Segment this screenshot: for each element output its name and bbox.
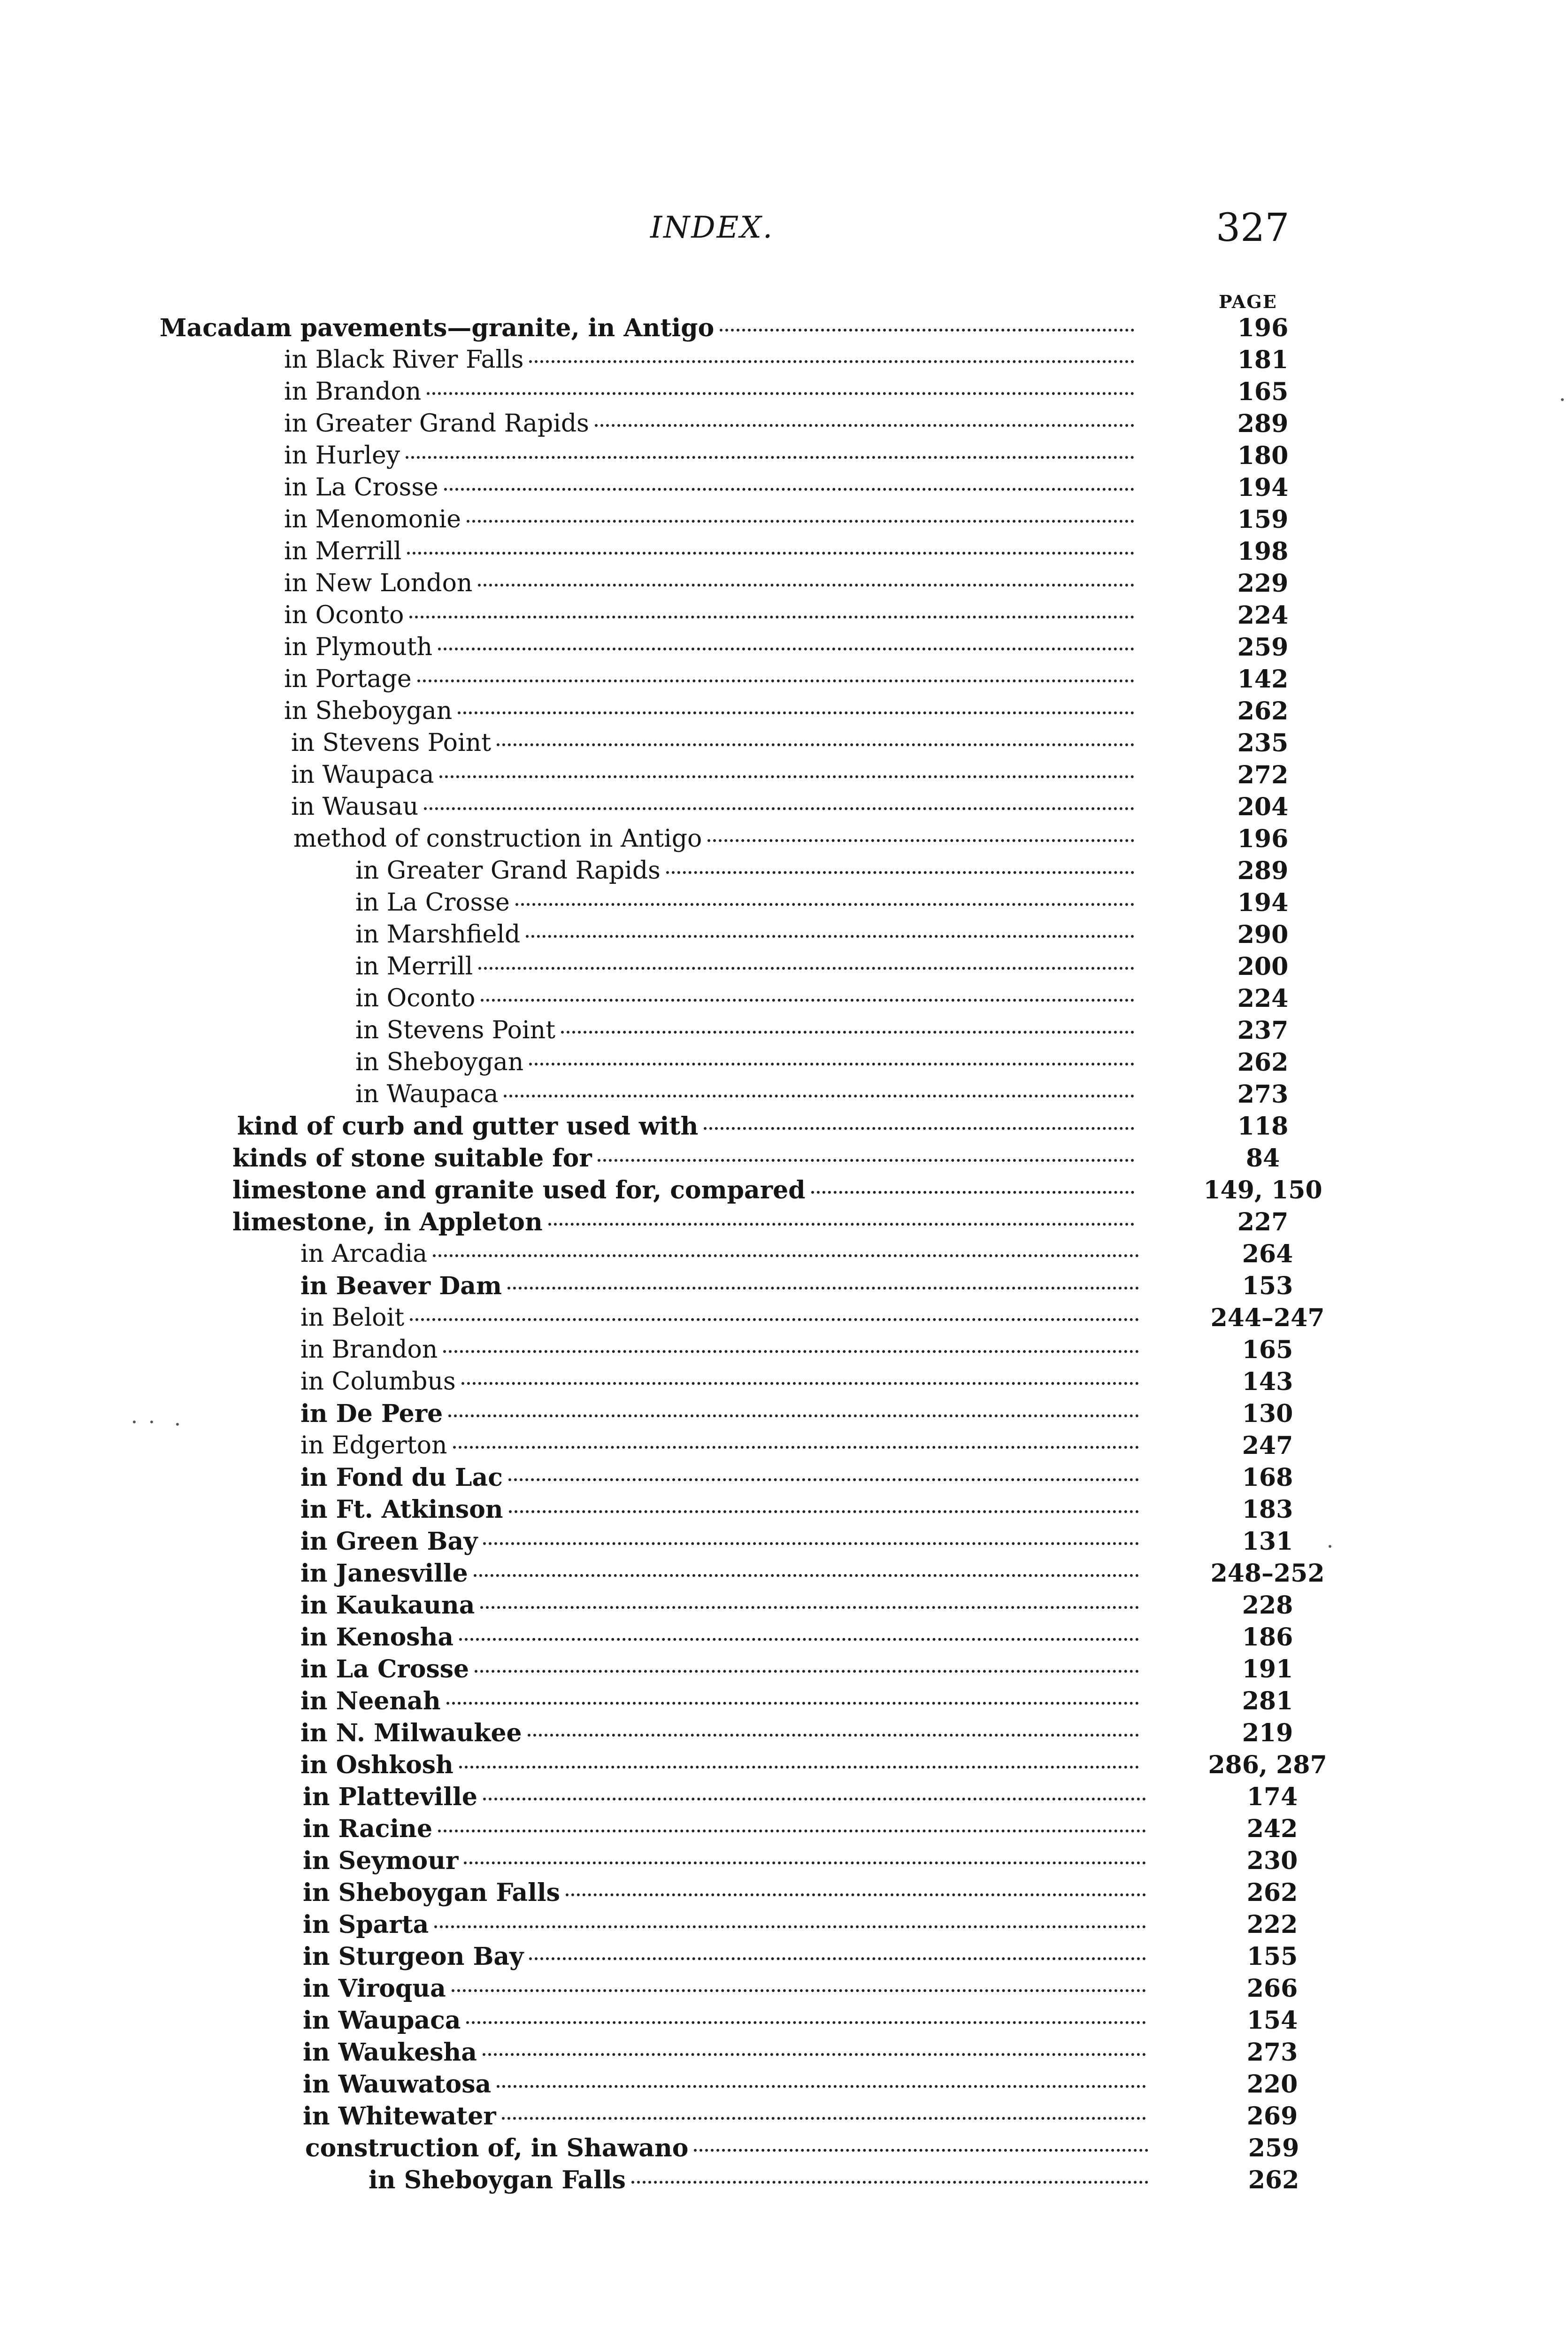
dot-leader bbox=[561, 1031, 1134, 1034]
entry-pages: 143 bbox=[1242, 1367, 1293, 1396]
entry-pages: 286, 287 bbox=[1208, 1751, 1327, 1779]
entry-term: kind of curb and gutter used with bbox=[237, 1112, 699, 1141]
entry-term: in Merrill bbox=[355, 952, 473, 981]
entry-pages: 118 bbox=[1237, 1112, 1289, 1141]
entry-pages: 131 bbox=[1242, 1527, 1293, 1556]
index-entry bbox=[232, 1176, 1322, 1207]
entry-term: in Platteville bbox=[303, 1783, 477, 1811]
dot-leader bbox=[461, 1382, 1139, 1385]
entry-term: in Janesville bbox=[300, 1559, 468, 1588]
dot-leader bbox=[446, 1702, 1139, 1705]
index-entry bbox=[284, 601, 1289, 633]
entry-term: in Sturgeon Bay bbox=[303, 1942, 524, 1971]
index-entry bbox=[284, 378, 1289, 409]
index-entry bbox=[303, 1846, 1298, 1878]
entry-pages: 273 bbox=[1246, 2038, 1298, 2067]
dot-leader bbox=[529, 360, 1134, 363]
entry-term: in Greater Grand Rapids bbox=[284, 409, 589, 438]
dot-leader bbox=[595, 424, 1134, 427]
entry-pages: 165 bbox=[1242, 1336, 1293, 1364]
dot-leader bbox=[458, 711, 1134, 714]
entry-pages: 273 bbox=[1237, 1080, 1289, 1109]
dot-leader bbox=[410, 1318, 1139, 1321]
index-entry bbox=[300, 1463, 1293, 1495]
entry-pages: 262 bbox=[1237, 697, 1289, 726]
index-entry bbox=[284, 633, 1289, 664]
stray-mark bbox=[176, 1423, 179, 1426]
entry-term: in Stevens Point bbox=[291, 729, 492, 757]
index-entry bbox=[293, 825, 1289, 856]
index-entry bbox=[305, 2134, 1299, 2165]
dot-leader bbox=[704, 1127, 1134, 1130]
dot-leader bbox=[483, 1798, 1146, 1800]
index-entry bbox=[300, 1240, 1293, 1271]
entry-pages: 229 bbox=[1237, 569, 1289, 598]
entry-pages: 272 bbox=[1237, 761, 1289, 789]
entry-term: in Merrill bbox=[284, 537, 402, 565]
index-entry bbox=[232, 1208, 1289, 1239]
entry-pages: 269 bbox=[1246, 2102, 1298, 2131]
entry-pages: 289 bbox=[1237, 409, 1289, 438]
index-entry bbox=[300, 1431, 1293, 1463]
index-entry bbox=[237, 1112, 1289, 1143]
dot-leader bbox=[459, 1766, 1139, 1769]
entry-term: limestone and granite used for, compared bbox=[232, 1176, 806, 1205]
index-entry bbox=[300, 1623, 1293, 1654]
index-entry bbox=[355, 1016, 1289, 1048]
index-entry bbox=[284, 409, 1289, 441]
entry-term: in Beloit bbox=[300, 1304, 405, 1332]
entry-pages: 224 bbox=[1237, 601, 1289, 630]
index-entry bbox=[291, 729, 1289, 760]
entry-pages: 224 bbox=[1237, 984, 1289, 1013]
entry-term: in Sheboygan bbox=[355, 1048, 524, 1076]
entry-term: in Seymour bbox=[303, 1846, 459, 1875]
index-entry bbox=[355, 952, 1289, 984]
entry-term: in Waupaca bbox=[303, 2006, 461, 2035]
entry-term: in Wausau bbox=[291, 793, 419, 821]
dot-leader bbox=[406, 456, 1134, 459]
entry-term: in Neenah bbox=[300, 1687, 441, 1715]
index-entry bbox=[284, 537, 1289, 569]
entry-pages: 159 bbox=[1237, 505, 1289, 534]
dot-leader bbox=[453, 1446, 1139, 1449]
entry-term: in Waukesha bbox=[303, 2038, 477, 2067]
entry-pages: 242 bbox=[1246, 1815, 1298, 1843]
index-entry bbox=[355, 920, 1289, 952]
entry-term: in Portage bbox=[284, 665, 412, 693]
page-column-label: PAGE bbox=[1219, 291, 1277, 312]
dot-leader bbox=[452, 1989, 1146, 1992]
dot-leader bbox=[417, 680, 1134, 682]
entry-pages: 248–252 bbox=[1210, 1559, 1325, 1588]
entry-pages: 290 bbox=[1237, 920, 1289, 949]
index-entry bbox=[284, 473, 1289, 505]
index-entry bbox=[300, 1591, 1293, 1622]
entry-term: in Sheboygan bbox=[284, 697, 453, 725]
index-entry bbox=[303, 2102, 1298, 2133]
entry-pages: 200 bbox=[1237, 952, 1289, 981]
dot-leader bbox=[480, 1606, 1139, 1609]
dot-leader bbox=[598, 1159, 1134, 1162]
index-entry bbox=[232, 1144, 1280, 1175]
dot-leader bbox=[434, 1925, 1146, 1928]
dot-leader bbox=[481, 999, 1134, 1002]
index-entry bbox=[300, 1367, 1293, 1399]
index-entry bbox=[303, 2038, 1298, 2070]
stray-mark bbox=[1561, 398, 1564, 401]
entry-pages: 259 bbox=[1248, 2134, 1299, 2163]
entry-pages: 262 bbox=[1248, 2166, 1299, 2194]
entry-term: in Sparta bbox=[303, 1910, 429, 1939]
index-entry bbox=[291, 793, 1289, 824]
entry-term: in Menomonie bbox=[284, 505, 461, 533]
dot-leader bbox=[666, 871, 1134, 874]
dot-leader bbox=[439, 775, 1134, 778]
entry-pages: 235 bbox=[1237, 729, 1289, 757]
index-entry bbox=[303, 2070, 1298, 2101]
entry-term: in Waupaca bbox=[355, 1080, 499, 1108]
entry-term: in De Pere bbox=[300, 1399, 443, 1428]
index-entry bbox=[300, 1495, 1293, 1527]
entry-pages: 230 bbox=[1246, 1846, 1298, 1875]
index-entry bbox=[369, 2166, 1299, 2197]
entry-term: construction of, in Shawano bbox=[305, 2134, 689, 2163]
entry-pages: 181 bbox=[1237, 346, 1289, 374]
entry-term: in Plymouth bbox=[284, 633, 433, 661]
entry-pages: 228 bbox=[1242, 1591, 1293, 1620]
index-entry bbox=[355, 984, 1289, 1016]
entry-term: in Oshkosh bbox=[300, 1751, 453, 1779]
entry-term: in Marshfield bbox=[355, 920, 521, 949]
dot-leader bbox=[508, 1478, 1139, 1481]
index-entry bbox=[284, 697, 1289, 728]
entry-pages: 204 bbox=[1237, 793, 1289, 821]
stray-mark bbox=[1329, 1545, 1331, 1548]
entry-pages: 262 bbox=[1237, 1048, 1289, 1077]
dot-leader bbox=[497, 743, 1134, 746]
entry-pages: 264 bbox=[1242, 1240, 1293, 1268]
dot-leader bbox=[515, 903, 1134, 906]
index-entry bbox=[300, 1687, 1293, 1718]
entry-term: in Oconto bbox=[284, 601, 404, 629]
dot-leader bbox=[529, 1957, 1146, 1960]
index-entry bbox=[303, 1974, 1298, 2006]
entry-term: in Greater Grand Rapids bbox=[355, 857, 661, 885]
entry-term: in Beaver Dam bbox=[300, 1272, 502, 1300]
index-entry bbox=[303, 1815, 1298, 1846]
dot-leader bbox=[502, 2117, 1146, 2120]
entry-term: in N. Milwaukee bbox=[300, 1719, 522, 1747]
index-entry bbox=[284, 505, 1289, 537]
entry-term: in Wauwatosa bbox=[303, 2070, 492, 2099]
entry-pages: 142 bbox=[1237, 665, 1289, 694]
entry-pages: 194 bbox=[1237, 888, 1289, 917]
entry-term: in Oconto bbox=[355, 984, 476, 1012]
dot-leader bbox=[407, 552, 1134, 555]
entry-term: in Stevens Point bbox=[355, 1016, 556, 1044]
dot-leader bbox=[448, 1414, 1139, 1417]
dot-leader bbox=[438, 648, 1134, 650]
entry-term: in Ft. Atkinson bbox=[300, 1495, 503, 1524]
dot-leader bbox=[631, 2181, 1148, 2184]
dot-leader bbox=[478, 584, 1134, 587]
dot-leader bbox=[483, 2053, 1146, 2056]
index-entry bbox=[300, 1719, 1293, 1750]
entry-pages: 186 bbox=[1242, 1623, 1293, 1652]
entry-term: in Racine bbox=[303, 1815, 433, 1843]
index-entry bbox=[355, 857, 1289, 888]
dot-leader bbox=[483, 1542, 1139, 1545]
index-entry bbox=[160, 314, 1289, 345]
dot-leader bbox=[443, 1350, 1139, 1353]
stray-mark bbox=[133, 1421, 136, 1423]
index-entry bbox=[303, 1878, 1298, 1910]
dot-leader bbox=[464, 1861, 1146, 1864]
entry-term: in La Crosse bbox=[355, 888, 510, 917]
entry-pages: 165 bbox=[1237, 378, 1289, 406]
entry-pages: 227 bbox=[1237, 1208, 1289, 1236]
entry-term: in Kenosha bbox=[300, 1623, 454, 1652]
entry-term: method of construction in Antigo bbox=[293, 825, 702, 853]
entry-term: in Black River Falls bbox=[284, 346, 524, 374]
dot-leader bbox=[526, 935, 1134, 938]
entry-pages: 220 bbox=[1246, 2070, 1298, 2099]
dot-leader bbox=[424, 807, 1134, 810]
dot-leader bbox=[528, 1734, 1139, 1737]
entry-term: in Whitewater bbox=[303, 2102, 496, 2131]
dot-leader bbox=[497, 2085, 1146, 2088]
index-entry bbox=[284, 665, 1289, 696]
entry-pages: 247 bbox=[1242, 1431, 1293, 1460]
entry-pages: 259 bbox=[1237, 633, 1289, 662]
index-entry bbox=[300, 1751, 1327, 1782]
index-entry bbox=[300, 1527, 1293, 1559]
dot-leader bbox=[475, 1670, 1139, 1673]
page-number: 327 bbox=[1216, 206, 1290, 250]
entry-pages: 130 bbox=[1242, 1399, 1293, 1428]
entry-term: in Brandon bbox=[284, 378, 422, 406]
dot-leader bbox=[444, 488, 1134, 491]
entry-term: limestone, in Appleton bbox=[232, 1208, 543, 1236]
index-entry bbox=[291, 761, 1289, 792]
dot-leader bbox=[694, 2149, 1148, 2152]
index-entry bbox=[284, 441, 1289, 473]
entry-term: in La Crosse bbox=[300, 1655, 469, 1684]
dot-leader bbox=[548, 1223, 1134, 1226]
entry-pages: 155 bbox=[1246, 1942, 1298, 1971]
index-entry bbox=[303, 1942, 1298, 1974]
entry-term: in Fond du Lac bbox=[300, 1463, 503, 1492]
entry-term: in Edgerton bbox=[300, 1431, 447, 1460]
dot-leader bbox=[811, 1191, 1134, 1194]
entry-term: in Green Bay bbox=[300, 1527, 478, 1556]
index-entry bbox=[355, 888, 1289, 920]
dot-leader bbox=[409, 616, 1134, 618]
entry-pages: 149, 150 bbox=[1203, 1176, 1322, 1205]
dot-leader bbox=[566, 1893, 1146, 1896]
index-entry bbox=[303, 1783, 1298, 1814]
entry-term: in Waupaca bbox=[291, 761, 434, 789]
dot-leader bbox=[467, 520, 1134, 523]
entry-term: Macadam pavements—granite, in Antigo bbox=[160, 314, 715, 342]
entry-pages: 198 bbox=[1237, 537, 1289, 566]
index-entry bbox=[284, 346, 1289, 377]
dot-leader bbox=[474, 1574, 1139, 1577]
entry-pages: 289 bbox=[1237, 857, 1289, 885]
index-entry bbox=[300, 1399, 1293, 1431]
entry-pages: 237 bbox=[1237, 1016, 1289, 1045]
index-entry bbox=[300, 1655, 1293, 1686]
entry-term: in New London bbox=[284, 569, 473, 597]
entry-pages: 266 bbox=[1246, 1974, 1298, 2003]
entry-pages: 196 bbox=[1237, 825, 1289, 853]
index-entry bbox=[300, 1336, 1293, 1367]
index-entry bbox=[303, 2006, 1298, 2038]
entry-term: in Viroqua bbox=[303, 1974, 446, 2003]
entry-pages: 219 bbox=[1242, 1719, 1293, 1747]
dot-leader bbox=[720, 329, 1134, 332]
entry-pages: 191 bbox=[1242, 1655, 1293, 1684]
entry-pages: 244–247 bbox=[1210, 1304, 1325, 1332]
dot-leader bbox=[459, 1638, 1139, 1641]
entry-pages: 168 bbox=[1242, 1463, 1293, 1492]
dot-leader bbox=[466, 2021, 1146, 2024]
index-entry bbox=[300, 1304, 1325, 1335]
index-entry bbox=[300, 1559, 1325, 1591]
entry-term: kinds of stone suitable for bbox=[232, 1144, 592, 1173]
dot-leader bbox=[509, 1510, 1139, 1513]
dot-leader bbox=[427, 392, 1134, 395]
entry-term: in La Crosse bbox=[284, 473, 438, 502]
entry-pages: 196 bbox=[1237, 314, 1289, 342]
index-entry bbox=[303, 1910, 1298, 1942]
dot-leader bbox=[504, 1095, 1134, 1097]
index-entry bbox=[355, 1048, 1289, 1080]
dot-leader bbox=[433, 1254, 1139, 1257]
entry-term: in Sheboygan Falls bbox=[303, 1878, 560, 1907]
entry-pages: 194 bbox=[1237, 473, 1289, 502]
dot-leader bbox=[529, 1063, 1134, 1066]
entry-pages: 174 bbox=[1246, 1783, 1298, 1811]
dot-leader bbox=[707, 839, 1134, 842]
entry-term: in Arcadia bbox=[300, 1240, 428, 1268]
entry-pages: 180 bbox=[1237, 441, 1289, 470]
entry-pages: 262 bbox=[1246, 1878, 1298, 1907]
index-entry bbox=[300, 1272, 1293, 1303]
entry-term: in Sheboygan Falls bbox=[369, 2166, 626, 2194]
dot-leader bbox=[507, 1287, 1139, 1290]
running-header-title: INDEX. bbox=[650, 210, 774, 245]
entry-term: in Columbus bbox=[300, 1367, 456, 1396]
index-entry bbox=[284, 569, 1289, 601]
entry-pages: 84 bbox=[1245, 1144, 1280, 1173]
entry-term: in Brandon bbox=[300, 1336, 438, 1364]
entry-pages: 183 bbox=[1242, 1495, 1293, 1524]
dot-leader bbox=[438, 1830, 1146, 1832]
dot-leader bbox=[478, 967, 1134, 970]
index-entry bbox=[355, 1080, 1289, 1112]
entry-term: in Kaukauna bbox=[300, 1591, 475, 1620]
entry-pages: 222 bbox=[1246, 1910, 1298, 1939]
entry-pages: 153 bbox=[1242, 1272, 1293, 1300]
entry-term: in Hurley bbox=[284, 441, 400, 470]
entry-pages: 154 bbox=[1246, 2006, 1298, 2035]
stray-mark bbox=[150, 1421, 153, 1423]
entry-pages: 281 bbox=[1242, 1687, 1293, 1715]
